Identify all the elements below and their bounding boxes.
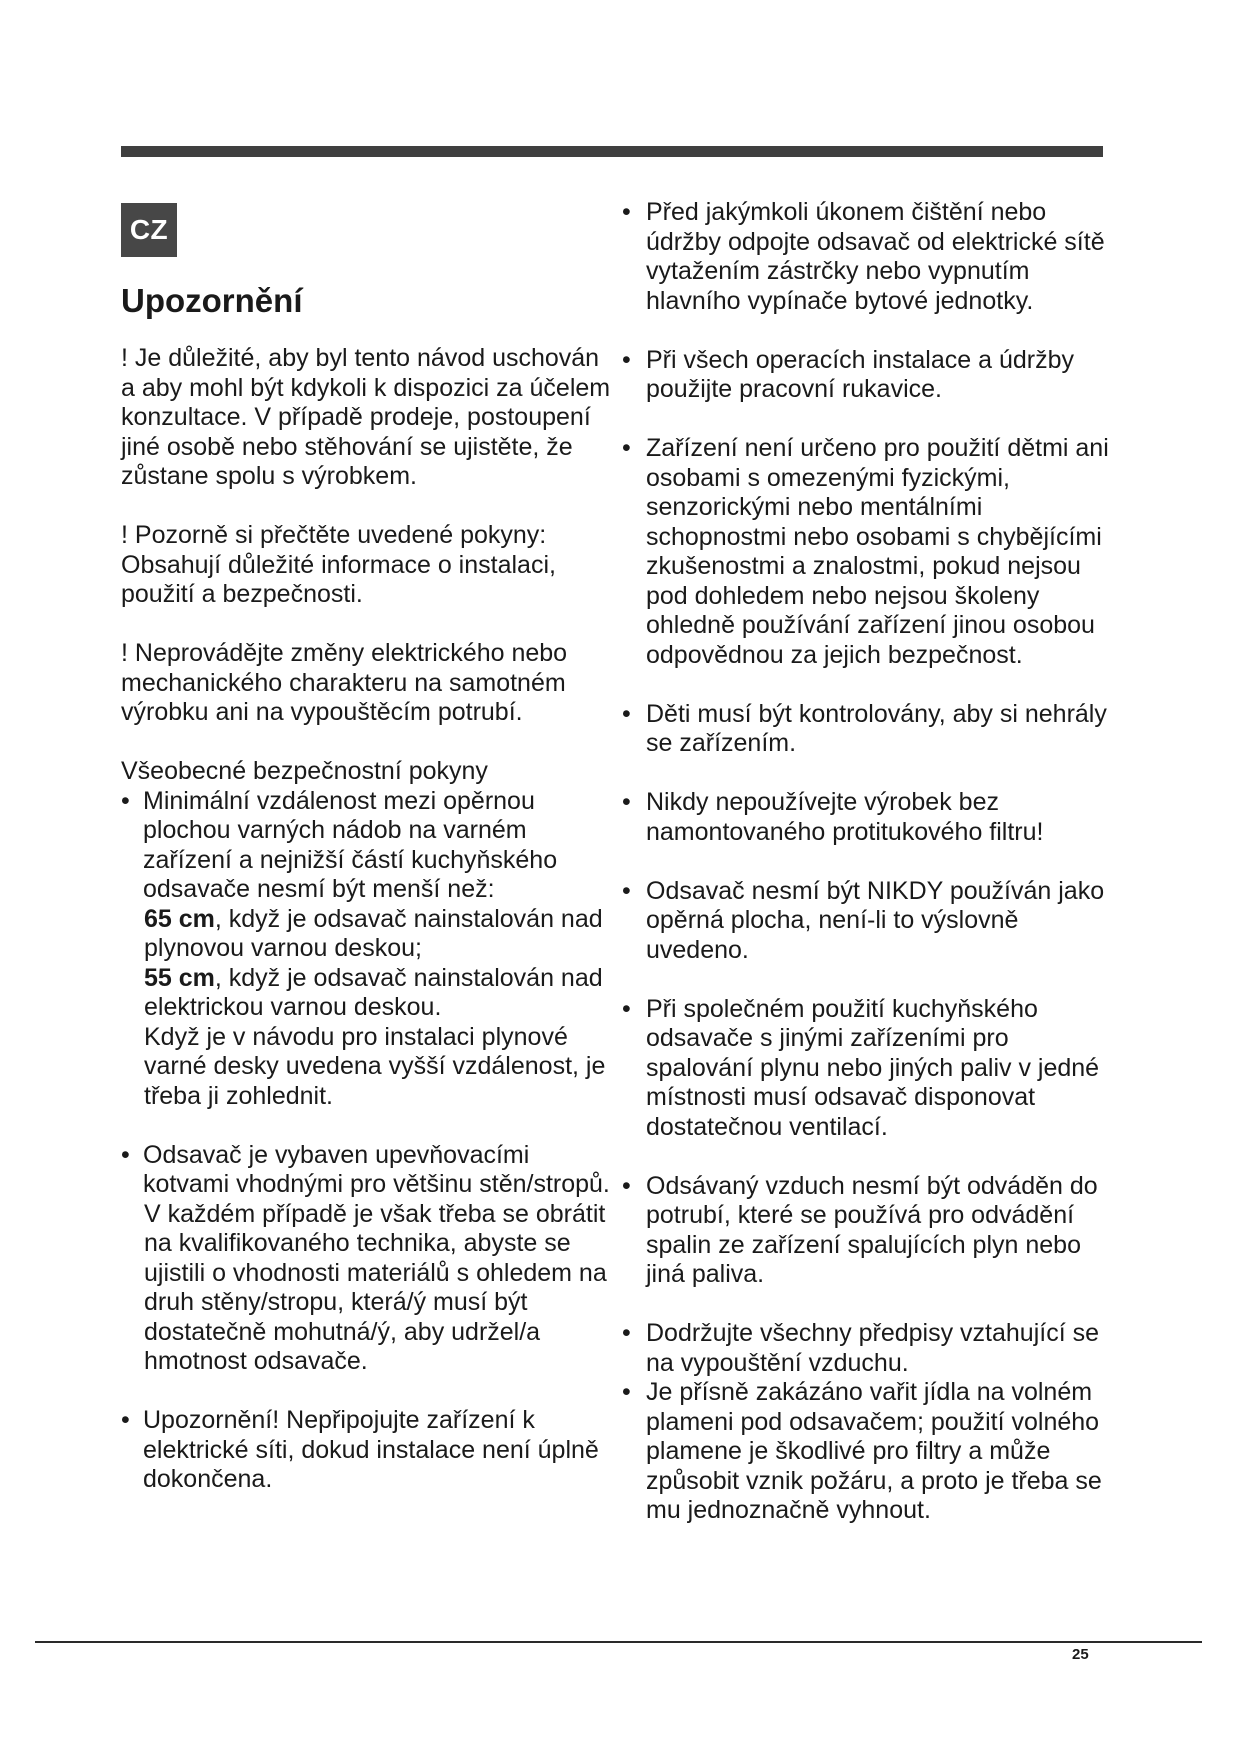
electric-distance-text: , když je odsavač nainstalován nad elektrickou varnou deskou. [144,963,603,1021]
gas-distance [143,905,616,964]
list-item-no-flambe: • Je přísně zakázáno vařit jídla na volném plameni pod odsavačem; použití volného plamene je škodlivé pro filtry a může způsobit vznik požáru, a proto je třeba se mu jednoznačně vyhnout. [622,1378,1122,1526]
top-divider-bar [121,146,1103,157]
right-column [622,198,1122,1526]
list-item-gloves: • Při všech operacích instalace a údržby použijte pracovní rukavice. [622,346,1122,405]
list-item-disconnect: • Před jakýmkoli úkonem čištění nebo údržby odpojte odsavač od elektrické sítě vytažením zástrčky nebo vypnutím hlavního vypínače bytové jednotky. [622,198,1122,316]
list-item-regulations: • Dodržujte všechny předpisy vztahující se na vypouštění vzduchu. [622,1319,1122,1378]
list-item-grease-filter: • Nikdy nepoužívejte výrobek bez namontovaného protitukového filtru! [622,788,1122,847]
general-safety-list [121,787,616,1495]
gas-distance-value: 65 cm [144,904,215,933]
min-distance-intro: Minimální vzdálenost mezi opěrnou plochou varných nádob na varném zařízení a nejnižší částí kuchyňského odsavače nesmí být menší než: [143,786,558,903]
bottom-rule [35,1641,1202,1643]
list-item-ventilation: • Při společném použití kuchyňského odsavače s jinými zařízeními pro spalování plynu nebo jiných paliv v jedné místnosti musí odsavač disponovat dostatečnou ventilací. [622,995,1122,1143]
right-safety-list [622,198,1122,1526]
list-item-warning: • Upozornění! Nepřipojujte zařízení k elektrické síti, dokud instalace není úplně dokončena. [121,1406,616,1495]
electric-distance [143,964,616,1023]
list-item-supervise-children: • Děti musí být kontrolovány, aby si nehrály se zařízením. [622,700,1122,759]
gas-distance-text: , když je odsavač nainstalován nad plynovou varnou deskou; [144,904,603,962]
list-item-not-for-children: • Zařízení není určeno pro použití dětmi ani osobami s omezenými fyzickými, senzorickými nebo mentálními schopnostmi nebo osobami s chybějícími zkušenostmi a znalostmi, pokud nejsou pod dohledem nebo nejsou školeny ohledně používání zařízení jinou osobou odpovědnou za jejich bezpečnost. [622,434,1122,670]
general-safety-heading: Všeobecné bezpečnostní pokyny [121,757,488,785]
note-keep-manual: ! Je důležité, aby byl tento návod uschován a aby mohl být kdykoli k dispozici za účelem konzultace. V případě prodeje, postoupení jiné osobě nebo stěhování se ujistěte, že zůstane spolu s výrobkem. [121,344,611,490]
note-read-instructions: ! Pozorně si přečtěte uvedené pokyny: Obsahují důležité informace o instalaci, použití a bezpečnosti. [121,521,556,608]
page-number: 25 [1072,1646,1089,1663]
distance-note: Když je v návodu pro instalaci plynové varné desky uvedena vyšší vzdálenost, je třeba ji zohlednit. [144,1022,606,1110]
list-item-exhaust-duct: • Odsávaný vzduch nesmí být odváděn do potrubí, které se používá pro odvádění spalin ze zařízení spalujících plyn nebo jiná paliva. [622,1172,1122,1290]
language-badge: CZ [121,203,177,257]
list-item-min-distance [121,787,616,1112]
list-item-anchors [121,1141,616,1377]
anchors-text: Odsavač je vybaven upevňovacími kotvami vhodnými pro většinu stěn/stropů. [143,1140,610,1198]
left-column [121,344,616,1495]
anchors-note: V každém případě je však třeba se obrátit na kvalifikovaného technika, abyste se ujistili o vhodnosti materiálů s ohledem na druh stěny/stropu, která/ý musí být dostatečně mohutná/ý, aby udržel/a hmotnost odsavače. [144,1199,607,1375]
list-item-not-support-surface: • Odsavač nesmí být NIKDY používán jako opěrná plocha, není-li to výslovně uvedeno. [622,877,1122,966]
electric-distance-value: 55 cm [144,963,215,992]
note-no-modifications: ! Neprovádějte změny elektrického nebo mechanického charakteru na samotném výrobku ani na vypouštěcím potrubí. [121,639,568,726]
page-title: Upozornění [121,282,303,319]
